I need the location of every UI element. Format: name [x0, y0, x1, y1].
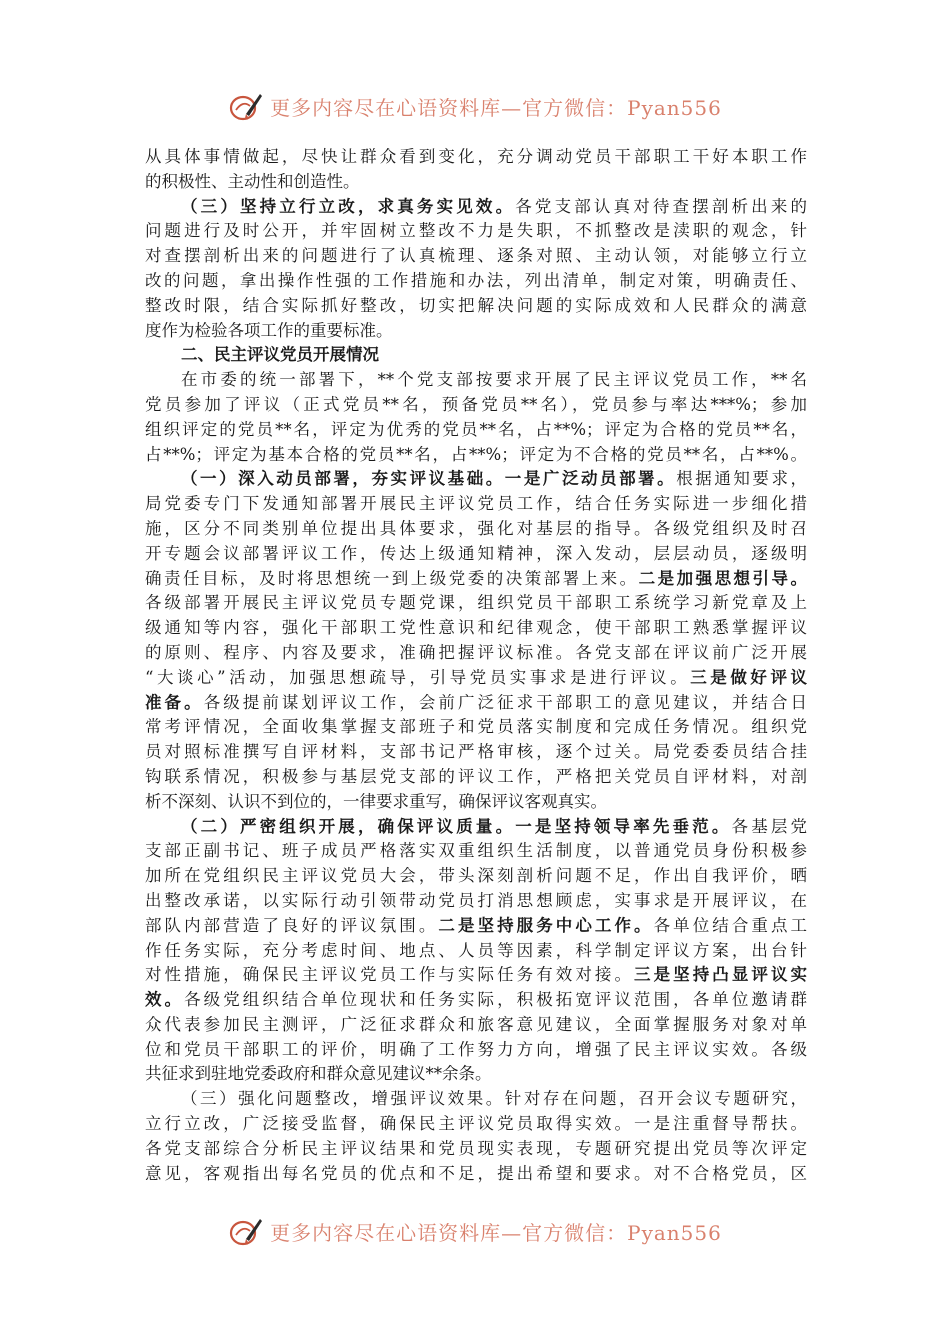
subheading: （三）坚持立行立改，求真务实见效。 [181, 196, 516, 216]
text-line: 党员参加了评议（正式党员**名，预备党员**名），党员参与率达***%；参加 [145, 394, 807, 414]
text-line: 的积极性、主动性和创造性。 [145, 171, 360, 191]
text-line: 对查摆剖析出来的问题进行了认真梳理、逐条对照、主动认领，对能够立行立 [145, 246, 807, 266]
text-line: 常考评情况，全面收集掌握支部班子和党员落实制度和完成任务情况。组织党 [145, 717, 807, 737]
text-line: 度作为检验各项工作的重要标准。 [145, 320, 393, 340]
text-line: （二）严密组织开展，确保评议质量。一是坚持领导率先垂范。各基层党 [181, 816, 807, 836]
document-body [145, 145, 807, 1186]
text-line: 组织评定的党员**名，评定为优秀的党员**名，占**%；评定为合格的党员**名， [145, 419, 807, 439]
text-line: 效。各级党组织结合单位现状和任务实际，积极拓宽评议范围，各单位邀请群 [145, 990, 807, 1010]
text-line: 在市委的统一部署下，**个党支部按要求开展了民主评议党员工作，**名 [181, 370, 807, 390]
footer-banner [0, 1211, 950, 1251]
text-line: 整改时限，结合实际抓好整改，切实把解决问题的实际成效和人民群众的满意 [145, 295, 807, 315]
text-line: 加所在党组织民主评议党员大会，带头深刻剖析问题不足，作出自我评价，晒 [145, 866, 807, 886]
text-line: 确责任目标，及时将思想统一到上级党委的决策部署上来。二是加强思想引导。 [145, 568, 807, 588]
text-line: 的原则、程序、内容及要求，准确把握评议标准。各党支部在评议前广泛开展 [145, 642, 807, 662]
text-line: 局党委专门下发通知部署开展民主评议党员工作，结合任务实际进一步细化措 [145, 494, 807, 514]
text-line: （三）强化问题整改，增强评议效果。针对存在问题，召开会议专题研究， [181, 1089, 807, 1109]
text-line: 施，区分不同类别单位提出具体要求，强化对基层的指导。各级党组织及时召 [145, 518, 807, 538]
text-line: 改的问题，拿出操作性强的工作措施和办法，列出清单，制定对策，明确责任、 [145, 270, 807, 290]
subheading: （一）深入动员部署，夯实评议基础。一是广泛动员部署。 [181, 469, 677, 489]
pen-logo-icon [228, 1213, 264, 1249]
text-line: 钩联系情况，积极参与基层党支部的评议工作，严格把关党员自评材料，对剖 [145, 766, 807, 786]
header-banner [0, 86, 950, 126]
text-line: 部队内部营造了良好的评议氛围。二是坚持服务中心工作。各单位结合重点工 [145, 915, 807, 935]
text-line: “大谈心”活动，加强思想疏导，引导党员实事求是进行评议。三是做好评议 [145, 667, 807, 687]
subheading: （二）严密组织开展，确保评议质量。一是坚持领导率先垂范。 [181, 816, 732, 836]
text-line: 各级部署开展民主评议党员专题党课，组织党员干部职工系统学习新党章及上 [145, 593, 807, 613]
text-line: 从具体事情做起，尽快让群众看到变化，充分调动党员干部职工干好本职工作 [145, 147, 807, 166]
text-line: 支部正副书记、班子成员严格落实双重组织生活制度，以普通党员身份积极参 [145, 841, 807, 861]
header-banner-text: 更多内容尽在心语资料库—官方微信：Pyan556 [270, 95, 722, 120]
text-line: 位和党员干部职工的评价，明确了工作努力方向，增强了民主评议实效。各级 [145, 1039, 807, 1059]
text-line: 共征求到驻地党委政府和群众意见建议**余条。 [145, 1064, 492, 1084]
text-line: 众代表参加民主测评，广泛征求群众和旅客意见建议，全面掌握服务对象对单 [145, 1014, 807, 1034]
text-line: 出整改承诺，以实际行动引领带动党员打消思想顾虑，实事求是开展评议，在 [145, 890, 807, 910]
text-line: 开专题会议部署评议工作，传达上级通知精神，深入发动，层层动员，逐级明 [145, 543, 807, 563]
pen-logo-icon [228, 88, 264, 124]
text-line: 准备。各级提前谋划评议工作，会前广泛征求干部职工的意见建议，并结合日 [145, 692, 807, 712]
text-line: 意见，客观指出每名党员的优点和不足，提出希望和要求。对不合格党员，区 [145, 1163, 807, 1183]
footer-banner-text: 更多内容尽在心语资料库—官方微信：Pyan556 [270, 1220, 722, 1245]
text-line: （一）深入动员部署，夯实评议基础。一是广泛动员部署。根据通知要求， [181, 469, 807, 489]
text-line: 析不深刻、认识不到位的，一律要求重写，确保评议客观真实。 [145, 791, 607, 811]
section-heading: 二、民主评议党员开展情况 [181, 345, 379, 365]
text-line: 立行立改，广泛接受监督，确保民主评议党员取得实效。一是注重督导帮扶。 [145, 1114, 807, 1134]
text-line: 问题进行及时公开，并牢固树立整改不力是失职，不抓整改是渎职的观念，针 [145, 221, 807, 241]
text-line: 级通知等内容，强化干部职工党性意识和纪律观念，使干部职工熟悉掌握评议 [145, 618, 807, 638]
text-line: 员对照标准撰写自评材料，支部书记严格审核，逐个过关。局党委委员结合挂 [145, 742, 807, 762]
text-line: 对性措施，确保民主评议党员工作与实际任务有效对接。三是坚持凸显评议实 [145, 965, 807, 985]
text-line: 各党支部综合分析民主评议结果和党员现实表现，专题研究提出党员等次评定 [145, 1138, 807, 1158]
text-line: 占**%；评定为基本合格的党员**名，占**%；评定为不合格的党员**名，占**%。 [145, 444, 807, 464]
text-line: 作任务实际，充分考虑时间、地点、人员等因素，科学制定评议方案，出台针 [145, 940, 807, 960]
text-line: （三）坚持立行立改，求真务实见效。各党支部认真对待查摆剖析出来的 [181, 196, 807, 216]
